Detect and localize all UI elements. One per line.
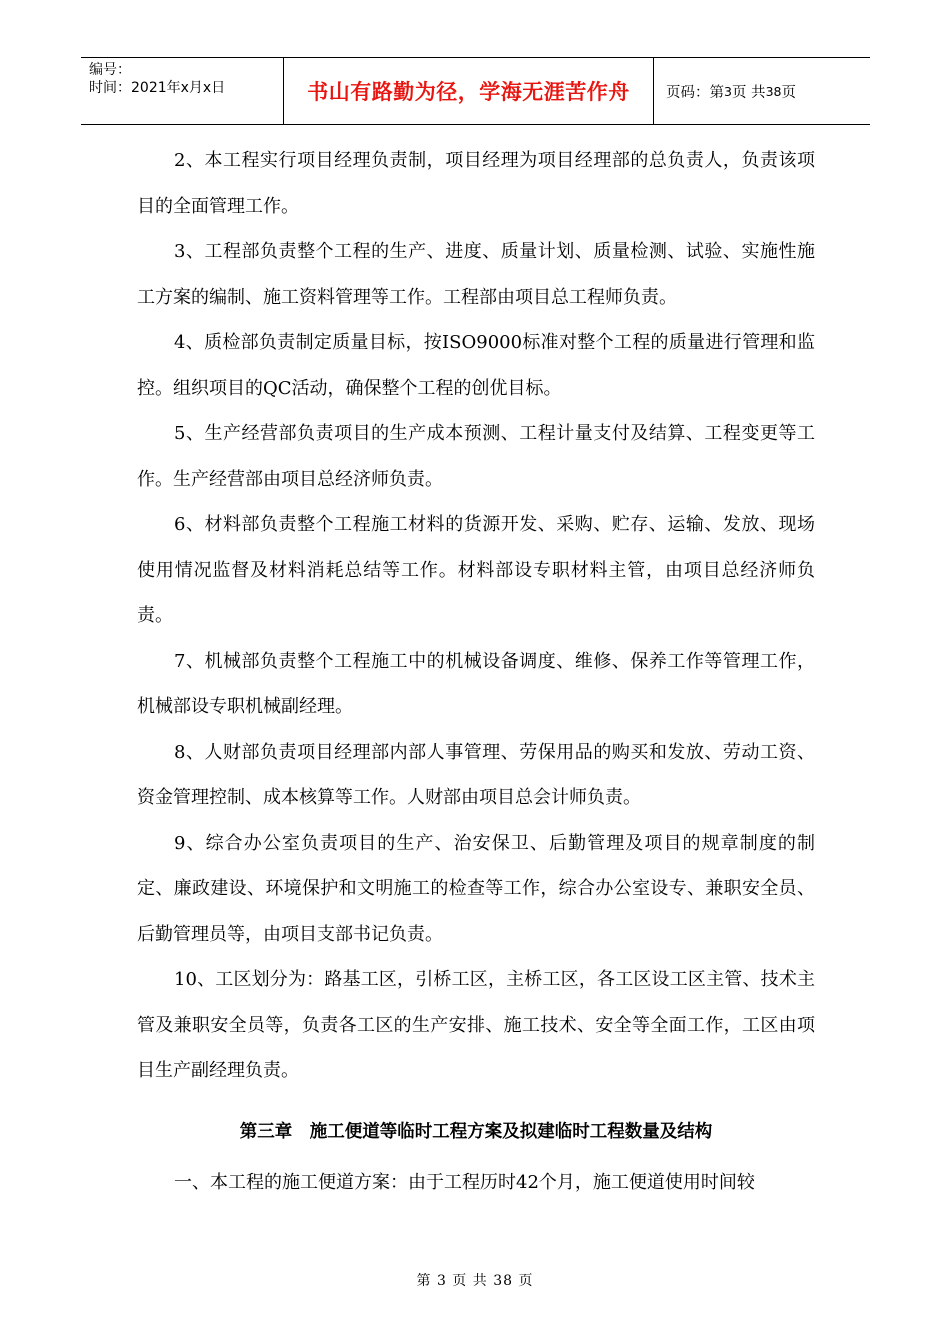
paragraph: 6、材料部负责整个工程施工材料的货源开发、采购、贮存、运输、发放、现场使用情况监督及材料消耗总结等工作。材料部设专职材料主管，由项目总经济师负责。	[137, 514, 815, 626]
paragraph: 一、本工程的施工便道方案：由于工程历时42个月，施工便道使用时间较	[174, 1172, 755, 1193]
chapter-heading: 第三章 施工便道等临时工程方案及拟建临时工程数量及结构	[239, 1122, 713, 1142]
page-footer: 第 3 页 共 38 页	[416, 1273, 534, 1289]
paragraph: 2、本工程实行项目经理负责制，项目经理为项目经理部的总负责人，负责该项目的全面管理工作。	[137, 150, 815, 217]
header-page-number	[654, 58, 870, 124]
paragraph: 5、生产经营部负责项目的生产成本预测、工程计量支付及结算、工程变更等工作。生产经营部由项目总经济师负责。	[137, 423, 815, 490]
document-date: 时间：2021年x月x日	[89, 80, 226, 96]
page-header	[81, 57, 870, 125]
paragraph: 10、工区划分为：路基工区，引桥工区，主桥工区，各工区设工区主管、技术主管及兼职安全员等，负责各工区的生产安排、施工技术、安全等全面工作，工区由项目生产副经理负责。	[137, 969, 815, 1081]
page-prefix: 页码：第	[666, 84, 724, 101]
page-suffix: 页	[781, 84, 796, 101]
page-total: 38	[765, 83, 782, 99]
page-mid: 页 共	[731, 84, 766, 101]
paragraph: 4、质检部负责制定质量目标，按ISO9000标准对整个工程的质量进行管理和监控。组织项目的QC活动，确保整个工程的创优目标。	[137, 332, 815, 399]
paragraph: 9、综合办公室负责项目的生产、治安保卫、后勤管理及项目的规章制度的制定、廉政建设、环境保护和文明施工的检查等工作，综合办公室设专、兼职安全员、后勤管理员等，由项目支部书记负责。	[137, 832, 815, 945]
body-text	[137, 138, 815, 1094]
header-motto: 书山有路勤为径，学海无涯苦作舟	[284, 58, 654, 124]
header-meta	[81, 58, 284, 124]
page-current: 3	[724, 83, 732, 99]
paragraph: 7、机械部负责整个工程施工中的机械设备调度、维修、保养工作等管理工作，机械部设专职机械副经理。	[137, 650, 815, 717]
paragraph: 3、工程部负责整个工程的生产、进度、质量计划、质量检测、试验、实施性施工方案的编制、施工资料管理等工作。工程部由项目总工程师负责。	[137, 241, 815, 308]
paragraph: 8、人财部负责项目经理部内部人事管理、劳保用品的购买和发放、劳动工资、资金管理控制、成本核算等工作。人财部由项目总会计师负责。	[137, 741, 815, 808]
document-number-label: 编号：	[89, 62, 131, 78]
